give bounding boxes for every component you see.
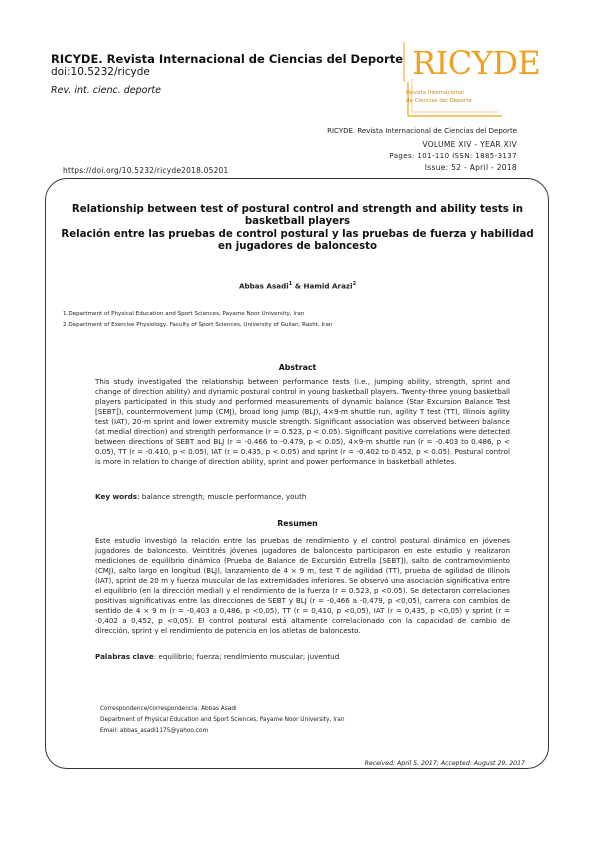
resumen-text: Este estudio investigó la relación entre las pruebas de rendimiento y el control postural dinámico en jóvenes jugadores de baloncesto. Veintitrés jóvenes jugadores de baloncesto participaron en este estudio y realizaron mediciones de equilibrio dinámico (Prueba de Balance de Excursión Estrella [SEBT]), salto de contramovimiento (CMJ), salto largo en longitud (BLJ), lanzamiento de 4 × 9 m, test T de agilidad (TT), prueba de agilidad de Illinois (IAT), sprint de 20 m y fuerza muscular de las extremidades inferiores. Se observó una asociación significativa entre el equilibrio (en la dirección medial) y el rendimiento de la fuerza (r = 0.523, p <0.05). Se detectaron correlaciones positivas significativas entre las direcciones de SEBT y BLJ (r = -0,466 a -0,479, p <0,05), carrera con cambios de sentido de 4 × 9 m (r = -0,403 a 0,486, p <0,05), TT (r = 0,410, p <0,05), IAT (r = 0,435, p <0,05) y sprint (r = -0,402 a 0,452, p <0,05). El control postural está altamente correlacionado con la capacidad de cambio de dirección, sprint y el rendimiento de potencia en los atletas de baloncesto. xyxy=(95,536,510,636)
title-english: Relationship between test of postural control and strength and ability tests in basketball players xyxy=(71,204,524,227)
journal-name-meta: RICYDE. Revista Internacional de Ciencias del Deporte xyxy=(327,127,517,135)
volume-info: VOLUME XIV - YEAR XIV xyxy=(422,140,517,149)
keywords-values: : balance strength; muscle performance, youth xyxy=(137,492,307,501)
affiliation-1: 1.Department of Physical Education and Sport Sciences, Payame Noor University, Iran xyxy=(63,311,305,317)
author-2: Hamid Arazi xyxy=(303,281,353,291)
palabras-clave-line xyxy=(95,652,510,661)
resumen-heading: Resumen xyxy=(277,519,318,528)
palabras-clave-values: : equilibrio; fuerza; rendimiento muscular; juventud xyxy=(153,652,340,661)
logo-subtitle-2: de Ciencias del Deporte xyxy=(406,98,472,104)
abstract-text: This study investigated the relationship between performance tests (i.e., jumping ability, strength, sprint and change of direction ability) and dynamic postural control in young basketball players. Twenty-three young basketball players participated in this study and performed measurements of dynamic balance (Star Excursion Balance Test [SEBT]), countermovement jump (CMJ), broad long jump (BLJ), 4×9-m shuttle run, agility T test (TT), Illinois agility test (IAT), 20-m sprint and lower extremity muscle strength. Significant association was observed between balance (at medial direction) and strength performance (r = 0.523, p < 0.05). Significant positive correlations were detected between directions of SEBT and BLJ (r = -0.466 to -0.479, p < 0.05), 4×9-m shuttle run (r = -0.403 to 0.486, p < 0.05), TT (r = -0.410, p < 0.05), IAT (r = 0.435, p < 0.05) and sprint (r = -0.402 to 0.452, p < 0.05). Postural control is more in relation to change of direction ability, sprint and power performance in basketball athletes. xyxy=(95,377,510,467)
affiliation-2: 2.Department of Exercise Physiology, Faculty of Sport Sciences, University of Guilan, Rasht, Iran xyxy=(63,322,333,328)
authors-line xyxy=(0,281,595,290)
author-1: Abbas Asadi xyxy=(238,281,289,291)
keywords-label: Key words xyxy=(95,492,138,501)
author-2-affiliation-mark: 2 xyxy=(352,281,357,287)
pages-issn: Pages: 101-110 ISSN: 1885-3137 xyxy=(389,152,517,160)
correspondence-email[interactable]: Email: abbas_asadi1175@yahoo.com xyxy=(100,728,209,734)
author-separator: & xyxy=(292,281,304,291)
journal-title: RICYDE. Revista Internacional de Ciencias del Deporte xyxy=(51,52,404,66)
author-1-affiliation-mark: 1 xyxy=(288,281,293,287)
issue-info: Issue: 52 - April - 2018 xyxy=(424,163,517,172)
palabras-clave-label: Palabras clave xyxy=(95,652,154,661)
logo-wordmark: RICYDE xyxy=(412,44,541,82)
received-accepted-dates: Received: April 5, 2017; Accepted: August 29, 2017 xyxy=(364,760,525,767)
correspondence-name: Correspondence/correspondencia: Abbas Asadi xyxy=(100,706,237,712)
abstract-heading: Abstract xyxy=(278,363,317,372)
journal-doi[interactable]: doi:10.5232/ricyde xyxy=(51,66,150,78)
title-spanish: Relación entre las pruebas de control postural y las pruebas de fuerza y habilidad en jugadores de baloncesto xyxy=(61,229,534,252)
article-frame xyxy=(45,178,549,769)
ricyde-logo xyxy=(402,38,541,120)
article-doi-link[interactable]: https://doi.org/10.5232/ricyde2018.05201 xyxy=(63,166,229,175)
correspondence-department: Department of Physical Education and Sport Sciences, Payame Noor University, Iran xyxy=(100,717,345,723)
keywords-line xyxy=(95,492,510,501)
logo-subtitle-1: Revista Internacional xyxy=(406,90,464,96)
journal-abbreviation: Rev. int. cienc. deporte xyxy=(51,85,161,96)
